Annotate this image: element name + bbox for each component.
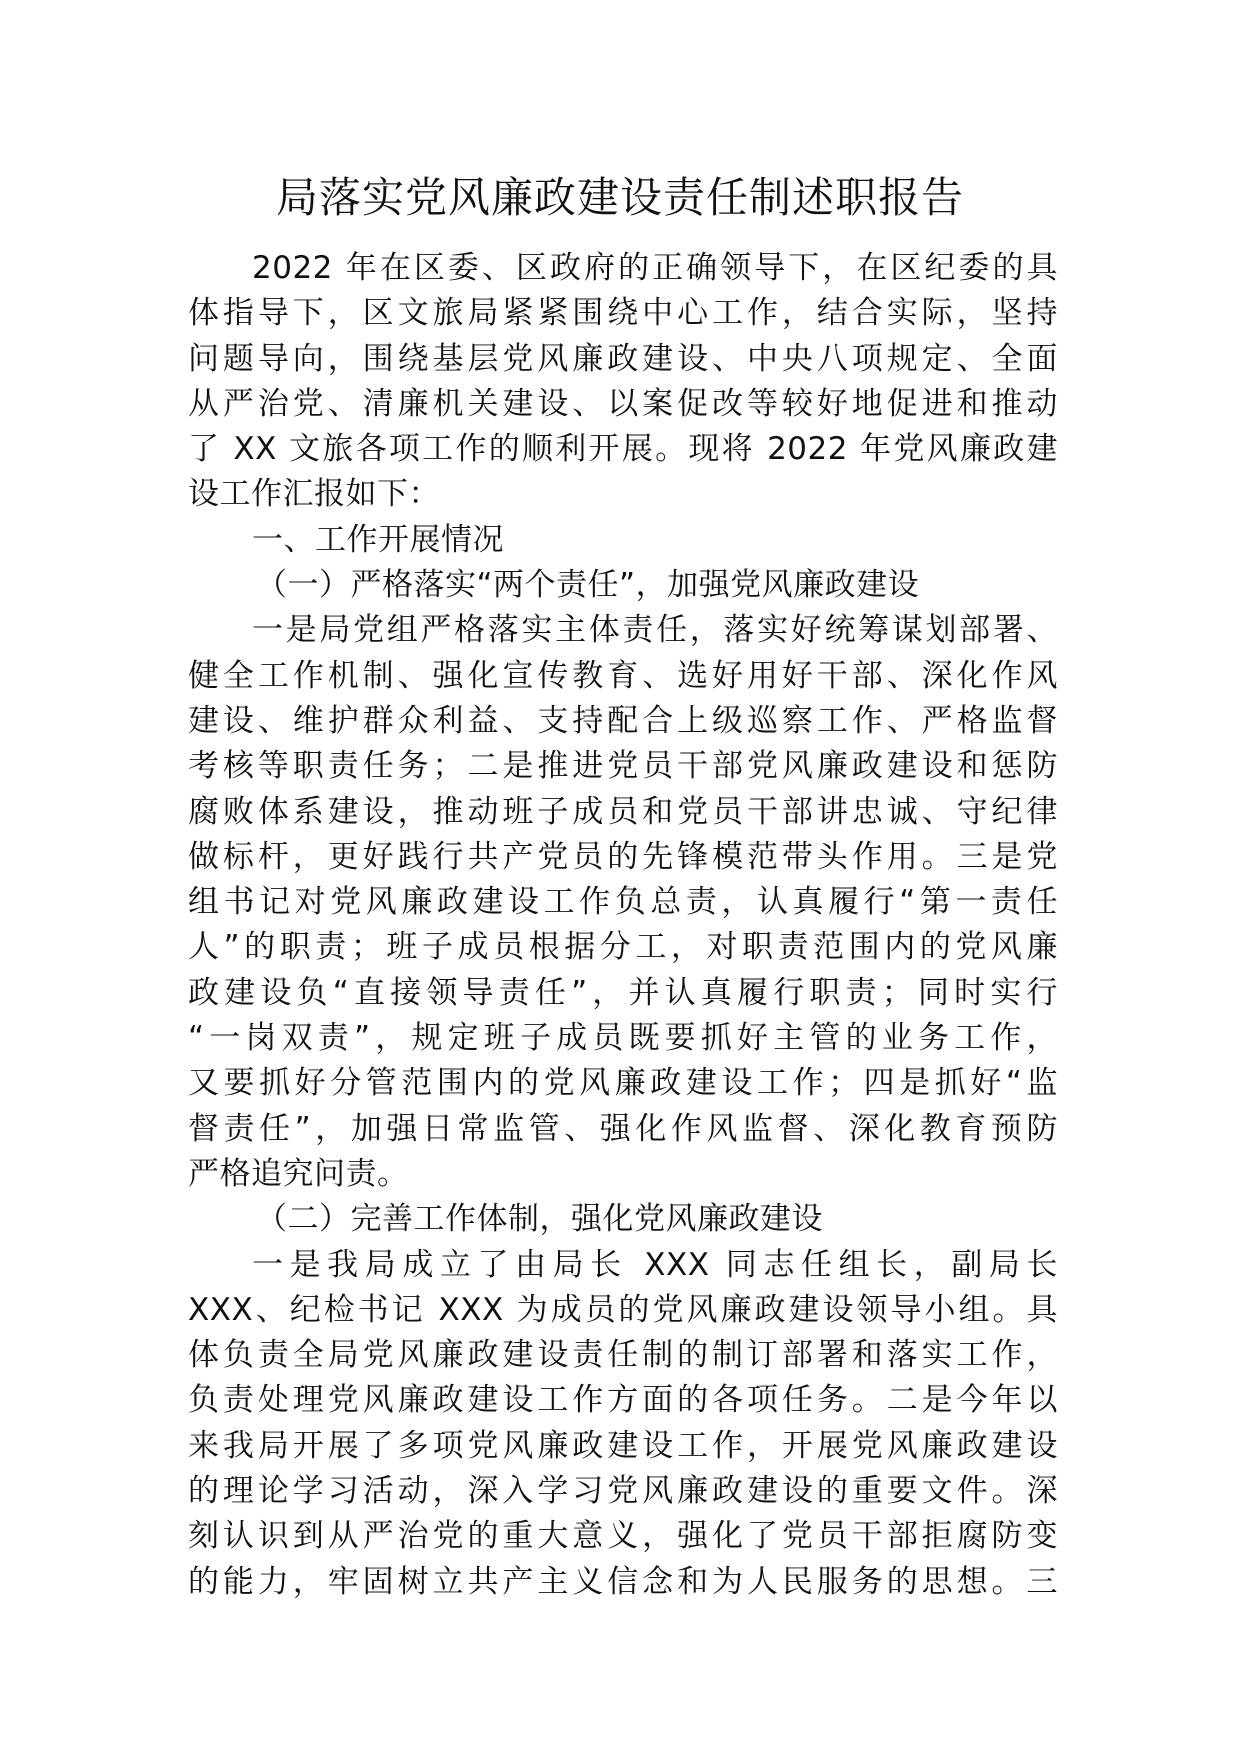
text-line: 从严治党、清廉机关建设、以案促改等较好地促进和推动 <box>188 385 1058 422</box>
section-heading: 一、工作开展情况 <box>252 521 504 558</box>
text-line: 体指导下，区文旅局紧紧围绕中心工作，结合实际，坚持 <box>188 295 1058 332</box>
text-line: 人”的职责；班子成员根据分工，对职责范围内的党风廉 <box>188 929 1058 966</box>
text-line: 体负责全局党风廉政建设责任制的制订部署和落实工作， <box>188 1337 1058 1374</box>
text-line: 2022 年在区委、区政府的正确领导下，在区纪委的具 <box>252 250 1058 286</box>
text-line: 考核等职责任务；二是推进党员干部党风廉政建设和惩防 <box>188 748 1058 785</box>
text-line: 政建设负“直接领导责任”，并认真履行职责；同时实行 <box>188 974 1058 1011</box>
text-line: 建设、维护群众利益、支持配合上级巡察工作、严格监督 <box>188 702 1058 739</box>
text-line: 一是我局成立了由局长 XXX 同志任组长，副局长 <box>252 1246 1058 1283</box>
text-line: 负责处理党风廉政建设工作方面的各项任务。二是今年以 <box>188 1382 1058 1419</box>
document-body <box>188 246 1058 1605</box>
text-line: 又要抓好分管范围内的党风廉政建设工作；四是抓好“监 <box>188 1065 1058 1102</box>
text-line: 问题导向，围绕基层党风廉政建设、中央八项规定、全面 <box>188 340 1058 377</box>
text-line: XXX、纪检书记 XXX 为成员的党风廉政建设领导小组。具 <box>188 1291 1058 1328</box>
text-line: 督责任”，加强日常监管、强化作风监督、深化教育预防 <box>188 1110 1058 1147</box>
text-line: 组书记对党风廉政建设工作负总责，认真履行“第一责任 <box>188 884 1058 921</box>
text-line: 了 XX 文旅各项工作的顺利开展。现将 2022 年党风廉政建 <box>188 431 1058 468</box>
document-title: 局落实党风廉政建设责任制述职报告 <box>275 173 964 222</box>
text-line: 健全工作机制、强化宣传教育、选好用好干部、深化作风 <box>188 657 1058 694</box>
text-line: 腐败体系建设，推动班子成员和党员干部讲忠诚、守纪律 <box>188 793 1058 830</box>
text-line: 做标杆，更好践行共产党员的先锋模范带头作用。三是党 <box>188 838 1058 875</box>
subsection-heading: （二）完善工作体制，强化党风廉政建设 <box>256 1201 823 1238</box>
subsection-heading: （一）严格落实“两个责任”，加强党风廉政建设 <box>256 567 920 604</box>
text-line: 一是局党组严格落实主体责任，落实好统筹谋划部署、 <box>252 612 1058 649</box>
text-line: 的理论学习活动，深入学习党风廉政建设的重要文件。深 <box>188 1473 1058 1510</box>
text-line: 的能力，牢固树立共产主义信念和为人民服务的思想。三 <box>188 1563 1058 1600</box>
text-line: “一岗双责”，规定班子成员既要抓好主管的业务工作， <box>188 1020 1058 1057</box>
text-line: 严格追究问责。 <box>188 1155 409 1192</box>
text-line: 来我局开展了多项党风廉政建设工作，开展党风廉政建设 <box>188 1427 1058 1464</box>
text-line: 刻认识到从严治党的重大意义，强化了党员干部拒腐防变 <box>188 1518 1058 1555</box>
text-line: 设工作汇报如下： <box>188 476 440 513</box>
